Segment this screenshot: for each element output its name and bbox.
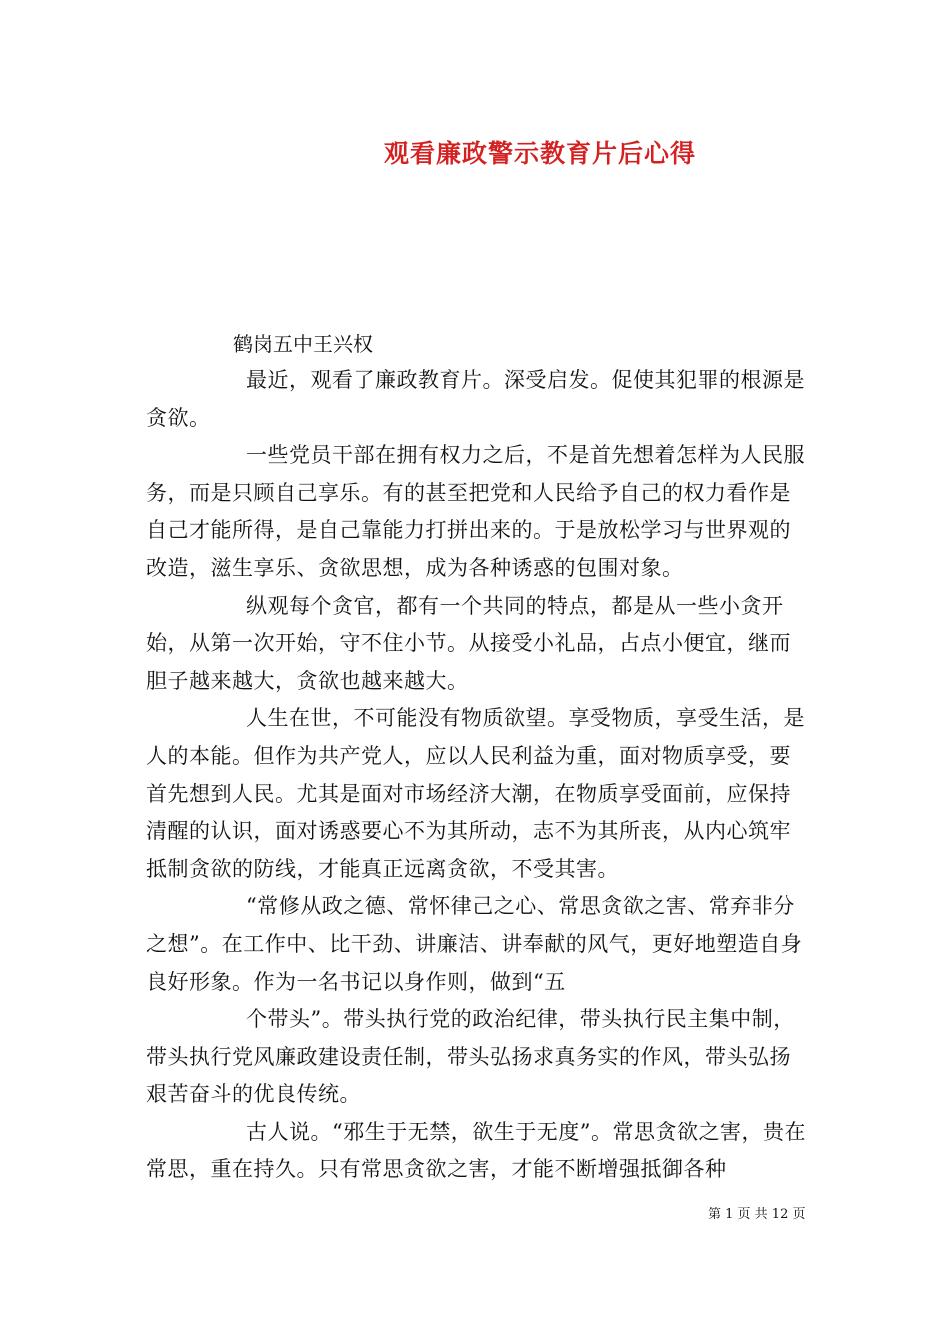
document-body <box>146 362 806 1189</box>
paragraph: 纵观每个贪官，都有一个共同的特点，都是从一些小贪开始，从第一次开始，守不住小节。从接受小礼品，占点小便宜，继而胆子越来越大，贪欲也越来越大。 <box>146 593 791 693</box>
document-title: 观看廉政警示教育片后心得 <box>383 139 696 168</box>
author-line: 鹤岗五中王兴权 <box>233 332 373 356</box>
paragraph: “常修从政之德、常怀律己之心、常思贪欲之害、常弃非分之想”。在工作中、比干劲、讲廉洁、讲奉献的风气，更好地塑造自身良好形象。作为一名书记以身作则，做到“五 <box>146 894 803 994</box>
paragraph: 古人说。“邪生于无禁，欲生于无度”。常思贪欲之害，贵在常思，重在持久。只有常思贪欲之害，才能不断增强抵御各种 <box>146 1119 806 1182</box>
page-number-footer: 第 1 页 共 12 页 <box>708 1207 806 1222</box>
paragraph: 个带头”。带头执行党的政治纪律，带头执行民主集中制，带头执行党风廉政建设责任制，带头弘扬求真务实的作风，带头弘扬艰苦奋斗的优良传统。 <box>146 1007 795 1107</box>
paragraph: 一些党员干部在拥有权力之后，不是首先想着怎样为人民服务，而是只顾自己享乐。有的甚至把党和人民给予自己的权力看作是自己才能所得，是自己靠能力打拼出来的。于是放松学习与世界观的改造，滋生享乐、贪欲思想，成为各种诱惑的包围对象。 <box>146 443 805 580</box>
paragraph: 人生在世，不可能没有物质欲望。享受物质，享受生活，是人的本能。但作为共产党人，应以人民利益为重，面对物质享受，要首先想到人民。尤其是面对市场经济大潮，在物质享受面前，应保持清醒的认识，面对诱惑要心不为其所动，志不为其所丧，从内心筑牢抵制贪欲的防线，才能真正远离贪欲，不受其害。 <box>146 706 805 881</box>
paragraph: 最近，观看了廉政教育片。深受启发。促使其犯罪的根源是贪欲。 <box>146 368 805 430</box>
